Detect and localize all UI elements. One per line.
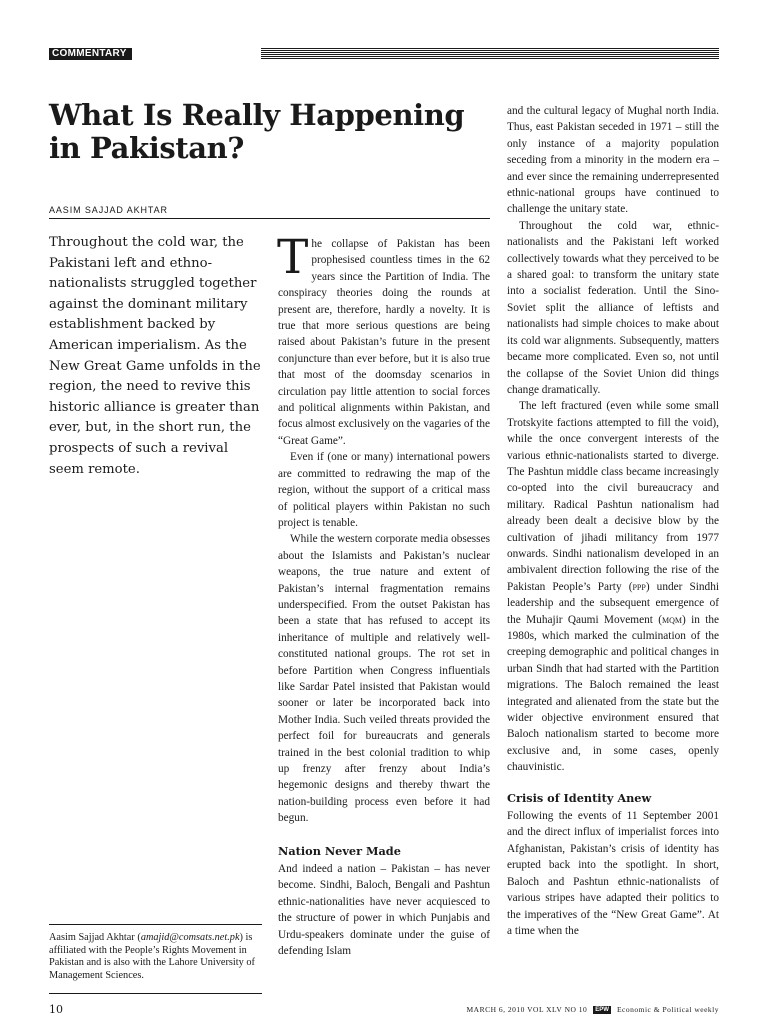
paragraph-3: While the western corporate media obsesses about the Islamists and Pakistan’s nuclear weapons, the true nature and extent of Pakistan’s internal fragmentation remains underspecified. From the outset Pakistan has been a state that has refused to accept its inheritance of multiple and relatively well-constituted national groups. The rot set in before Partition when Congress influentials like Sardar Patel insisted that Pakistan would sooner or later be incorporated back into Mother India. Such veiled threats provided the perfect foil for bureaucrats and generals trained in the best colonial tradition to whip up frenzy after frenzy about India’s hegemonic designs and thereby thwart the nation-building process even before it had begun. <box>278 533 490 825</box>
abbr-mqm: mqm <box>661 613 682 626</box>
paragraph-7-text-c: ) in the 1980s, which marked the culmination of the creeping demographic and political changes in urban Sindh that had started with the Partition migrations. The Baloch remained the least integrated and alienated from the state but the wider objective environment ensured that Baloch nationalism started to become more exclusive and, in some cases, openly chauvinistic. <box>507 613 719 774</box>
paragraph-1-text: he collapse of Pakistan has been prophesised countless times in the 62 years since the Partition of India. The conspiracy theories doing the rounds at present are, therefore, hardly a novelty. It is true that more serious questions are being raised about Pakistan’s future in the present conjuncture than ever before, but it is also true that most of the doomsday scenarios in circulation pay little attention to social forces and political alignments within Pakistan, and focus almost exclusively on the vagaries of the “Great Game”. <box>278 238 490 447</box>
body-column-2 <box>277 230 490 959</box>
issue-info: MARCH 6, 2010 VOL XLV NO 10 <box>466 1005 588 1014</box>
author-note-affiliation: is affiliated with the People’s Rights Movement in Pakistan and is also with the Lahore University of Management Sciences. <box>49 932 255 981</box>
drop-cap: T <box>277 230 309 285</box>
paragraph-4: And indeed a nation – Pakistan – has never become. Sindhi, Baloch, Bengali and Pashtun ethnic-nationalities have never acquiesced to the structure of power in which Punjabis and Urdu-speakers dominate under the guise of defending Islam <box>278 863 490 958</box>
subheading-crisis-of-identity: Crisis of Identity Anew <box>507 790 652 805</box>
section-label: COMMENTARY <box>49 48 132 60</box>
article-abstract: Throughout the cold war, the Pakistani left and ethno-nationalists struggled together against the dominant military establishment backed by American imperialism. As the New Great Game unfolds in the region, the need to revive this historic alliance is greater than ever, but, in the short run, the prospects of such a revival seem remote. <box>49 235 261 477</box>
paragraph-7 <box>507 398 719 775</box>
paragraph-5: and the cultural legacy of Mughal north India. Thus, east Pakistan seceded in 1971 – still the only instance of a majority population seceding from a minority in the modern era – and ever since the remaining underrepresented ethnic-national groups have continued to challenge the unitary state. <box>507 105 719 216</box>
byline-divider <box>49 218 490 219</box>
paragraph-6: Throughout the cold war, ethnic-nationalists and the Pakistani left worked collectively towards what they perceived to be a shared goal: to transform the unitary state into a socialist federation. Until the Sino-Soviet split the alliance of leftists and nationalists had simple choices to make about its cold war alignments. Subsequently, matters became more complicated. Even so, not until the collapse of the Soviet Union did things change dramatically. <box>507 219 719 396</box>
paragraph-8: Following the events of 11 September 2001 and the direct influx of imperialist forces into Afghanistan, Pakistan’s crisis of identity has erupted back into the spotlight. In short, Baloch and Pashtun ethnic-nationalists of various stripes have adapted their politics to the imperatives of the “New Great Game”. At a time when the <box>507 810 719 937</box>
section-header <box>49 48 719 61</box>
paragraph-2: Even if (one or many) international powers are committed to redrawing the map of the region, without the support of a critical mass of political players within Pakistan no such project is tenable. <box>278 451 490 529</box>
abbr-ppp: ppp <box>632 580 646 593</box>
paragraph-7-text-b: ) under Sindhi leadership and the subsequent emergence of the Muhajir Qaumi Movement ( <box>507 580 719 626</box>
header-stripe-rule <box>261 48 719 60</box>
page-number: 10 <box>49 1003 63 1016</box>
subheading-nation-never-made: Nation Never Made <box>278 843 401 858</box>
journal-name: Economic & Political weekly <box>616 1005 719 1014</box>
footnote-divider <box>49 924 262 925</box>
paragraph-1 <box>277 230 490 449</box>
bottom-divider <box>49 993 262 994</box>
author-note: Aasim Sajjad Akhtar (amajid@comsats.net.pk) is affiliated with the People’s Rights Movement in Pakistan and is also with the Lahore University of Management Sciences. <box>49 932 255 981</box>
author-note-name: Aasim Sajjad Akhtar <box>49 932 135 943</box>
body-column-3 <box>507 103 719 939</box>
page-footer <box>466 1005 719 1014</box>
paragraph-7-text-a: The left fractured (even while some small Trotskyite factions attempted to fill the void), while the once convergent interests of the various ethnic-nationalists started to diverge. The Pashtun middle class became increasingly co-opted into the civil bureaucracy and military. Radical Pashtun nationalism had already been dealt a decisive blow by the cultivation of jihadi militancy from 1977 onwards. Sindhi nationalism developed in an ambivalent direction following the rise of the Pakistan People’s Party ( <box>507 400 719 593</box>
author-byline: AASIM SAJJAD AKHTAR <box>49 205 168 215</box>
article-title: What Is Really Happening in Pakistan? <box>49 98 465 165</box>
epw-logo: EPW <box>595 1006 609 1013</box>
author-email-link[interactable]: amajid@comsats.net.pk <box>140 932 240 943</box>
